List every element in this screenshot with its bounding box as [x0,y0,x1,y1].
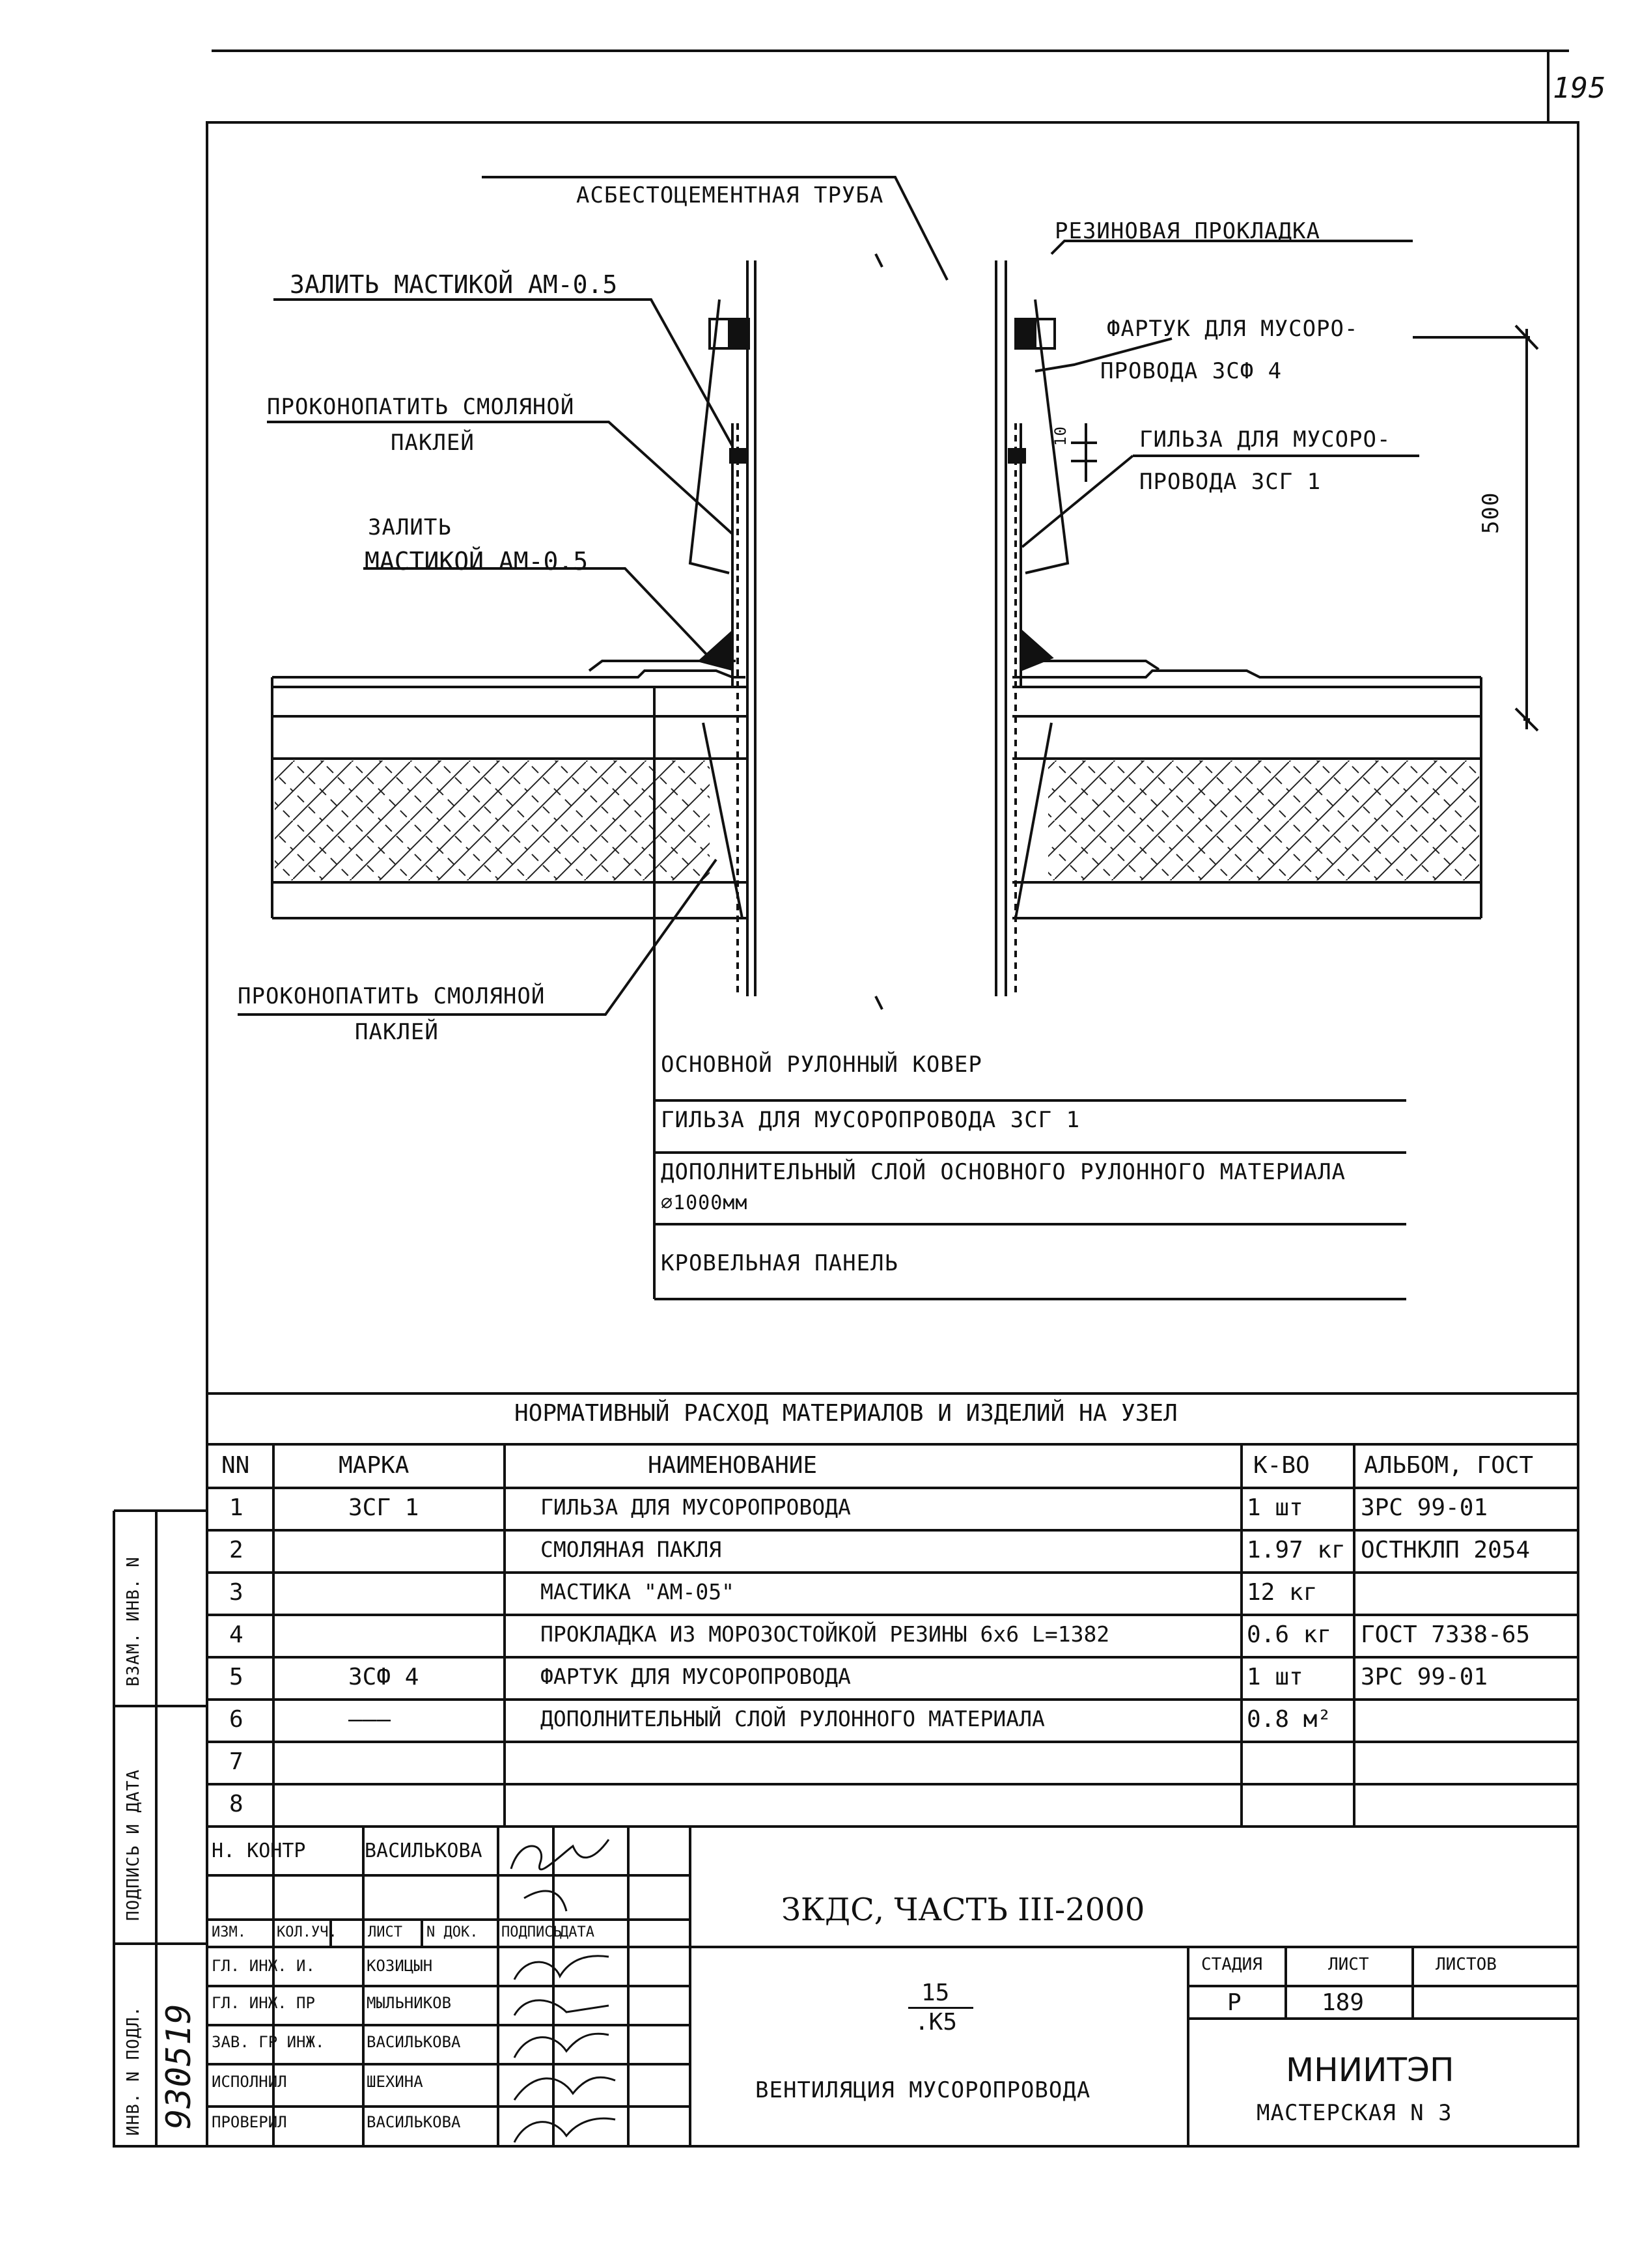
nkontr-name: ВАСИЛЬКОВА [365,1840,482,1862]
nkontr-label: Н. КОНТР [212,1840,306,1862]
signoff-name: ВАСИЛЬКОВА [367,2113,461,2131]
table-cell: ГОСТ 7338-65 [1361,1621,1531,1648]
header-name: НАИМЕНОВАНИЕ [648,1452,818,1479]
signoff-role: ИСПОЛНИЛ [212,2073,287,2091]
stamp-inv: ИНВ. N ПОДЛ. [124,2006,143,2136]
rev-header: ДАТА [560,1924,594,1940]
table-cell: 0.8 м² [1247,1706,1332,1733]
header-qty: К-ВО [1253,1452,1310,1479]
table-cell: 6 [229,1706,243,1733]
signoff-name: ВАСИЛЬКОВА [367,2033,461,2051]
rev-header: КОЛ.УЧ. [277,1924,337,1940]
drawing-title: ВЕНТИЛЯЦИЯ МУСОРОПРОВОДА [755,2077,1091,2103]
table-row-name: СМОЛЯНАЯ ПАКЛЯ [540,1537,722,1562]
stamp-inv-number: 930519 [160,2003,199,2129]
rev-header: ИЗМ. [212,1924,246,1940]
callout-pipe: АСБЕСТОЦЕМЕНТНАЯ ТРУБА [576,182,884,208]
callout-rubber-gasket: РЕЗИНОВАЯ ПРОКЛАДКА [1055,218,1320,244]
table-cell: ЗРС 99-01 [1361,1664,1488,1690]
table-cell: 4 [229,1621,243,1648]
table-cell: 12 кг [1247,1579,1318,1606]
table-cell: ОСТНКЛП 2054 [1361,1537,1531,1563]
table-row-name: ПРОКЛАДКА ИЗ МОРОЗОСТОЙКОЙ РЕЗИНЫ 6х6 L=1382 [540,1621,1110,1647]
table-row-name: ДОПОЛНИТЕЛЬНЫЙ СЛОЙ РУЛОННОГО МАТЕРИАЛА [540,1706,1045,1731]
stamp-vzam: ВЗАМ. ИНВ. N [124,1556,143,1687]
callout-fill-mastic-line2: МАСТИКОЙ АМ-0.5 [365,547,589,576]
layer-1: ОСНОВНОЙ РУЛОННЫЙ КОВЕР [661,1052,982,1078]
callout-caulk-bottom-line2: ПАКЛЕЙ [355,1019,439,1045]
header-album: АЛЬБОМ, ГОСТ [1364,1452,1534,1479]
drawing-code-bottom: .К5 [915,2009,958,2036]
rev-header: ЛИСТ [368,1924,402,1940]
callout-apron-line2: ПРОВОДА ЗСФ 4 [1100,358,1283,384]
workshop: МАСТЕРСКАЯ N 3 [1257,2100,1452,2126]
table-row-name: ФАРТУК ДЛЯ МУСОРОПРОВОДА [540,1664,851,1689]
rev-header: ПОДПИСЬ [501,1924,562,1940]
stage-value: Р [1227,1989,1242,2016]
organization: МНИИТЭП [1286,2051,1454,2089]
signoff-role: ГЛ. ИНЖ. И. [212,1957,315,1975]
table-cell: ——— [348,1706,391,1733]
sheet-value: 189 [1322,1989,1365,2016]
table-row-name: ГИЛЬЗА ДЛЯ МУСОРОПРОВОДА [540,1494,851,1520]
sheets-label: ЛИСТОВ [1436,1955,1497,1974]
dimension-10: 10 [1051,426,1070,446]
project-title: ЗКДС, ЧАСТЬ III-2000 [781,1892,1145,1928]
callout-caulk-top-line1: ПРОКОНОПАТИТЬ СМОЛЯНОЙ [267,394,575,420]
table-cell: ЗСФ 4 [348,1664,419,1690]
table-cell: 1 шт [1247,1664,1303,1690]
rev-header: N ДОК. [426,1924,479,1940]
table-cell: ЗРС 99-01 [1361,1494,1488,1521]
table-row-name: МАСТИКА "АМ-05" [540,1579,735,1604]
callout-sleeve-line1: ГИЛЬЗА ДЛЯ МУСОРО- [1139,427,1391,453]
table-cell: 2 [229,1537,243,1563]
materials-title: НОРМАТИВНЫЙ РАСХОД МАТЕРИАЛОВ И ИЗДЕЛИЙ НА УЗЕЛ [514,1400,1178,1427]
layer-2: ГИЛЬЗА ДЛЯ МУСОРОПРОВОДА ЗСГ 1 [661,1107,1081,1133]
header-mark: МАРКА [339,1452,410,1479]
table-cell: 1.97 кг [1247,1537,1346,1563]
callout-fill-mastic-top: ЗАЛИТЬ МАСТИКОЙ АМ-0.5 [290,270,618,299]
layer-3: ДОПОЛНИТЕЛЬНЫЙ СЛОЙ ОСНОВНОГО РУЛОННОГО МАТЕРИАЛА [661,1159,1346,1185]
table-cell: 3 [229,1579,243,1606]
page-number: 195 [1553,72,1607,105]
signatures [511,1840,615,2142]
table-cell: 7 [229,1748,243,1775]
signoff-name: ШЕХИНА [367,2073,423,2091]
callout-caulk-top-line2: ПАКЛЕЙ [391,430,475,456]
sheet-label: ЛИСТ [1328,1955,1369,1974]
table-cell: 0.6 кг [1247,1621,1332,1648]
header-nn: NN [221,1452,250,1479]
layer-3-diameter: ⌀1000мм [661,1192,748,1214]
callout-caulk-bottom-line1: ПРОКОНОПАТИТЬ СМОЛЯНОЙ [238,983,546,1009]
signoff-role: ЗАВ. ГР ИНЖ. [212,2033,325,2051]
table-cell: 1 [229,1494,243,1521]
callout-fill-mastic-line1: ЗАЛИТЬ [368,514,452,540]
stage-label: СТАДИЯ [1201,1955,1262,1974]
callout-sleeve-line2: ПРОВОДА ЗСГ 1 [1139,469,1322,495]
table-cell: ЗСГ 1 [348,1494,419,1521]
callout-apron-line1: ФАРТУК ДЛЯ МУСОРО- [1107,316,1359,342]
dimension-500: 500 [1478,492,1504,534]
signoff-role: ГЛ. ИНЖ. ПР [212,1994,315,2012]
stamp-podpis: ПОДПИСЬ И ДАТА [124,1769,143,1921]
signoff-name: МЫЛЬНИКОВ [367,1994,452,2012]
table-cell: 1 шт [1247,1494,1303,1521]
signoff-role: ПРОВЕРИЛ [212,2113,287,2131]
layer-4: КРОВЕЛЬНАЯ ПАНЕЛЬ [661,1250,898,1276]
table-cell: 8 [229,1791,243,1817]
table-cell: 5 [229,1664,243,1690]
signoff-name: КОЗИЦЫН [367,1957,433,1975]
drawing-code-top: 15 [921,1980,950,2006]
